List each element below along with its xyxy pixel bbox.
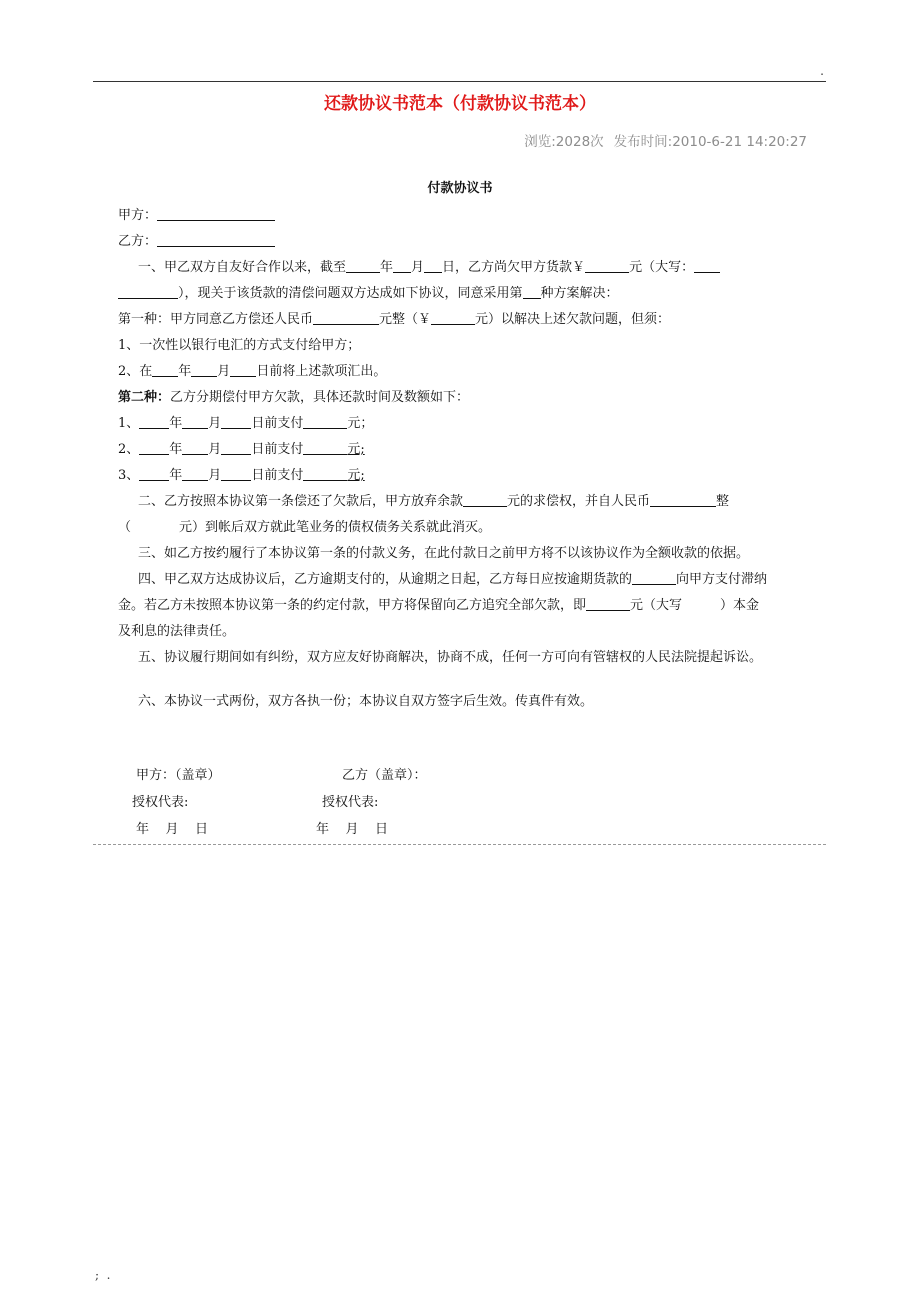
option-1-item-2 xyxy=(118,359,800,385)
blank xyxy=(424,257,442,273)
blank xyxy=(393,257,411,273)
party-a-label: 甲方： xyxy=(118,208,158,223)
blank xyxy=(586,595,630,611)
view-count: 浏览:2028次 xyxy=(524,134,604,150)
blank xyxy=(632,569,676,585)
corner-mark: . xyxy=(820,64,824,78)
blank xyxy=(303,413,347,429)
option-1-item-1: 1、一次性以银行电汇的方式支付给甲方； xyxy=(118,338,361,353)
page-title: 还款协议书范本（付款协议书范本） xyxy=(324,94,596,114)
party-b-date: 年 月 日 xyxy=(316,822,389,837)
dashed-divider xyxy=(93,844,826,845)
clause-2 xyxy=(118,489,800,515)
representative-row xyxy=(118,789,578,816)
blank xyxy=(346,257,380,273)
text: 日前支付 xyxy=(251,442,304,457)
clause-4 xyxy=(118,567,800,593)
clause-4-end: 及利息的法律责任。 xyxy=(118,624,236,639)
clause-2-cont xyxy=(118,515,800,541)
installment-2 xyxy=(118,437,800,463)
footer-mark: ; . xyxy=(95,1268,111,1282)
text: 月 xyxy=(411,260,425,275)
installment-3 xyxy=(118,463,800,489)
blank xyxy=(191,361,217,377)
text: 元）到帐后双方就此笔业务的债权债务关系就此消灭。 xyxy=(179,520,492,535)
blank xyxy=(523,283,541,299)
text: 元; xyxy=(347,442,365,457)
text: 月 xyxy=(208,442,222,457)
blank xyxy=(182,439,208,455)
party-a-line xyxy=(118,203,800,229)
text: 月 xyxy=(208,416,222,431)
blank xyxy=(585,257,629,273)
date-row xyxy=(118,816,578,843)
text: 1、 xyxy=(118,416,140,431)
party-a-seal: 甲方：（盖章） xyxy=(136,768,221,783)
blank xyxy=(313,309,379,325)
text: 日，乙方尚欠甲方货款￥ xyxy=(442,260,586,275)
clause-1 xyxy=(118,255,800,281)
text: 元； xyxy=(347,416,374,431)
blank xyxy=(230,361,256,377)
blank xyxy=(152,361,178,377)
text: 元）以解决上述欠款问题，但须： xyxy=(475,312,671,327)
text: ），现关于该货款的清偿问题双方达成如下协议，同意采用第 xyxy=(178,286,523,301)
text: 一、甲乙双方自友好合作以来，截至 xyxy=(138,260,347,275)
blank xyxy=(182,465,208,481)
agreement-body xyxy=(118,203,800,715)
blank xyxy=(182,413,208,429)
blank xyxy=(694,257,720,273)
text: 2、 xyxy=(118,442,140,457)
blank xyxy=(650,491,716,507)
text: 3、 xyxy=(118,468,140,483)
blank xyxy=(303,439,347,455)
option-1 xyxy=(118,307,800,333)
party-b-label: 乙方： xyxy=(118,234,158,249)
text: 整 xyxy=(716,494,730,509)
blank xyxy=(431,309,475,325)
clause-3: 三、如乙方按约履行了本协议第一条的付款义务，在此付款日之前甲方将不以该协议作为全额收款的依据。 xyxy=(138,546,750,561)
blank xyxy=(157,205,275,221)
text: 元; xyxy=(347,468,365,483)
party-b-line xyxy=(118,229,800,255)
text: 年 xyxy=(169,416,183,431)
clause-4-cont xyxy=(118,593,800,619)
signature-block xyxy=(118,762,578,843)
text: 2、在 xyxy=(118,364,153,379)
text: 元（大写： xyxy=(629,260,695,275)
blank xyxy=(139,439,169,455)
text: ）本金 xyxy=(720,598,760,613)
article-meta xyxy=(524,130,807,150)
document-subtitle: 付款协议书 xyxy=(427,181,493,196)
text: （ xyxy=(118,520,132,535)
party-a-representative: 授权代表: xyxy=(132,795,189,810)
text: 元（大写 xyxy=(630,598,683,613)
installment-1 xyxy=(118,411,800,437)
blank xyxy=(221,439,251,455)
text: 元整（￥ xyxy=(379,312,432,327)
blank xyxy=(139,465,169,481)
text: 日前将上述款项汇出。 xyxy=(256,364,387,379)
blank xyxy=(221,413,251,429)
party-b-representative: 授权代表: xyxy=(322,795,379,810)
text: 日前支付 xyxy=(251,416,304,431)
top-rule xyxy=(93,81,826,82)
blank xyxy=(303,465,347,481)
blank xyxy=(157,231,275,247)
text: 月 xyxy=(217,364,231,379)
option-2 xyxy=(118,385,800,411)
text: 向甲方支付滞纳 xyxy=(676,572,768,587)
clause-5: 五、协议履行期间如有纠纷，双方应友好协商解决，协商不成，任何一方可向有管辖权的人民法院提起诉讼。 xyxy=(138,650,763,665)
text: 二、乙方按照本协议第一条偿还了欠款后，甲方放弃余款 xyxy=(138,494,464,509)
text: 第一种：甲方同意乙方偿还人民币 xyxy=(118,312,314,327)
blank xyxy=(118,283,178,299)
text: 年 xyxy=(169,442,183,457)
text: 日前支付 xyxy=(251,468,304,483)
text: 四、甲乙双方达成协议后，乙方逾期支付的，从逾期之日起，乙方每日应按逾期货款的 xyxy=(138,572,633,587)
publish-time: 发布时间:2010-6-21 14:20:27 xyxy=(613,134,807,150)
seal-row xyxy=(118,762,578,789)
text: 年 xyxy=(169,468,183,483)
clause-1-cont xyxy=(118,281,800,307)
blank xyxy=(463,491,507,507)
text: 种方案解决： xyxy=(540,286,619,301)
text: 乙方分期偿付甲方欠款，具体还款时间及数额如下： xyxy=(170,390,470,405)
text: 月 xyxy=(208,468,222,483)
text: 年 xyxy=(178,364,192,379)
blank xyxy=(221,465,251,481)
text: 元的求偿权，并自人民币 xyxy=(507,494,651,509)
text: 金。若乙方未按照本协议第一条的约定付款，甲方将保留向乙方追究全部欠款，即 xyxy=(118,598,587,613)
clause-6: 六、本协议一式两份，双方各执一份；本协议自双方签字后生效。传真件有效。 xyxy=(138,694,594,709)
blank xyxy=(139,413,169,429)
party-b-seal: 乙方（盖章）： xyxy=(342,768,427,783)
text: 年 xyxy=(380,260,394,275)
option-2-label: 第二种： xyxy=(118,390,171,405)
party-a-date: 年 月 日 xyxy=(136,822,209,837)
